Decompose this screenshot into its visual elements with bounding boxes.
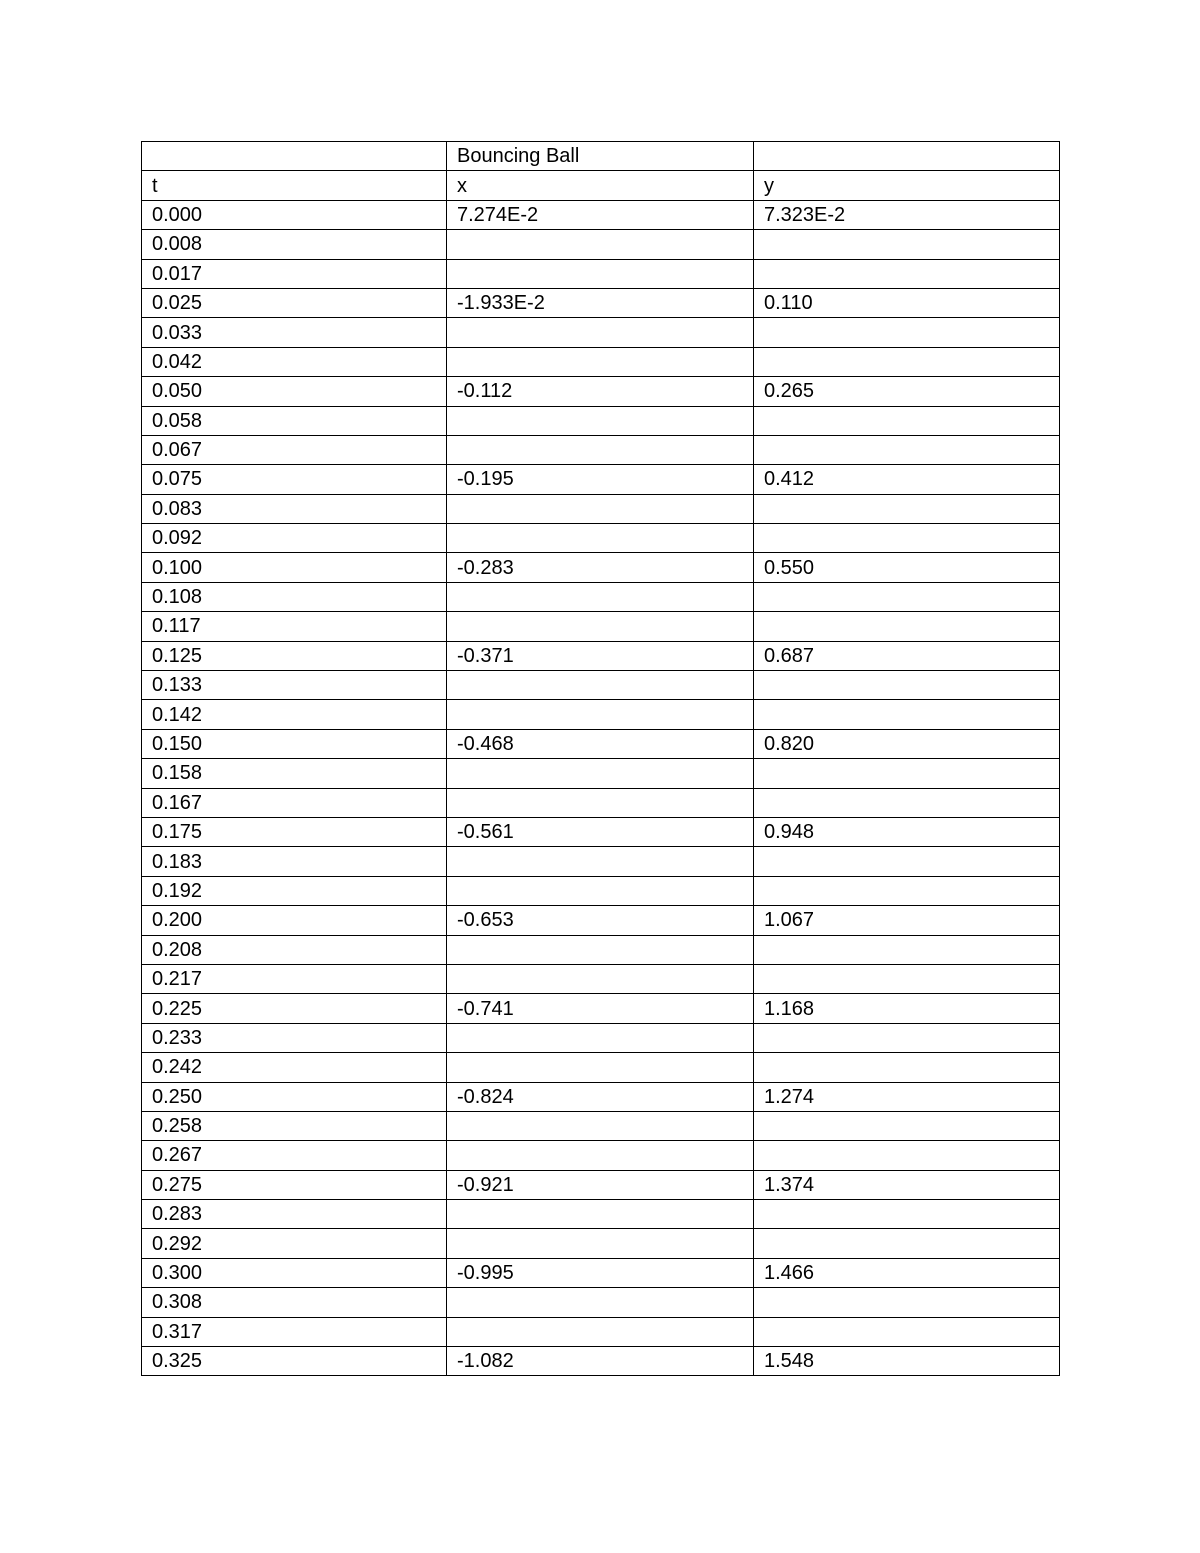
header-row — [142, 171, 1060, 200]
table-row — [142, 1317, 1060, 1346]
cell-t: 0.267 — [142, 1141, 447, 1170]
cell-t: 0.158 — [142, 759, 447, 788]
table-row — [142, 288, 1060, 317]
cell-y — [754, 230, 1060, 259]
table-row — [142, 347, 1060, 376]
cell-x: -0.921 — [447, 1170, 754, 1199]
table-row — [142, 1347, 1060, 1376]
cell-t: 0.017 — [142, 259, 447, 288]
cell-x — [447, 788, 754, 817]
cell-y: 1.466 — [754, 1258, 1060, 1287]
table-row — [142, 700, 1060, 729]
cell-y — [754, 524, 1060, 553]
table-row — [142, 318, 1060, 347]
cell-t: 0.042 — [142, 347, 447, 376]
cell-y — [754, 406, 1060, 435]
table-row — [142, 906, 1060, 935]
table-row — [142, 1023, 1060, 1052]
cell-x: -0.371 — [447, 641, 754, 670]
cell-y — [754, 1317, 1060, 1346]
cell-y: 1.548 — [754, 1347, 1060, 1376]
table-row — [142, 729, 1060, 758]
table-row — [142, 788, 1060, 817]
cell-t: 0.242 — [142, 1053, 447, 1082]
cell-y — [754, 671, 1060, 700]
cell-t: 0.250 — [142, 1082, 447, 1111]
cell-y: 1.374 — [754, 1170, 1060, 1199]
cell-t: 0.283 — [142, 1200, 447, 1229]
cell-t: 0.117 — [142, 612, 447, 641]
cell-x — [447, 964, 754, 993]
cell-y: 1.274 — [754, 1082, 1060, 1111]
cell-t: 0.058 — [142, 406, 447, 435]
cell-t: 0.225 — [142, 994, 447, 1023]
cell-t: 0.150 — [142, 729, 447, 758]
cell-t: 0.050 — [142, 377, 447, 406]
cell-y — [754, 259, 1060, 288]
table-row — [142, 494, 1060, 523]
table-row — [142, 935, 1060, 964]
cell-x — [447, 612, 754, 641]
table-row — [142, 817, 1060, 846]
cell-y — [754, 700, 1060, 729]
cell-t: 0.083 — [142, 494, 447, 523]
table-row — [142, 435, 1060, 464]
cell-y — [754, 1200, 1060, 1229]
cell-y — [754, 759, 1060, 788]
column-header-t: t — [142, 171, 447, 200]
cell-x: -1.933E-2 — [447, 288, 754, 317]
table-row — [142, 406, 1060, 435]
cell-x: -0.741 — [447, 994, 754, 1023]
cell-x — [447, 935, 754, 964]
cell-x: -0.283 — [447, 553, 754, 582]
table-row — [142, 671, 1060, 700]
cell-y — [754, 435, 1060, 464]
cell-t: 0.025 — [142, 288, 447, 317]
cell-t: 0.125 — [142, 641, 447, 670]
cell-x — [447, 1111, 754, 1140]
cell-y: 7.323E-2 — [754, 200, 1060, 229]
table-row — [142, 612, 1060, 641]
cell-y — [754, 1053, 1060, 1082]
cell-y — [754, 612, 1060, 641]
cell-y — [754, 347, 1060, 376]
cell-x — [447, 759, 754, 788]
table-row — [142, 759, 1060, 788]
title-row — [142, 142, 1060, 171]
cell-t: 0.258 — [142, 1111, 447, 1140]
cell-x — [447, 347, 754, 376]
cell-x — [447, 259, 754, 288]
cell-y — [754, 1288, 1060, 1317]
cell-x — [447, 1317, 754, 1346]
cell-t: 0.217 — [142, 964, 447, 993]
column-header-x: x — [447, 171, 754, 200]
cell-y — [754, 788, 1060, 817]
bouncing-ball-table — [141, 141, 1060, 1376]
cell-x — [447, 1200, 754, 1229]
cell-t: 0.200 — [142, 906, 447, 935]
cell-t: 0.075 — [142, 465, 447, 494]
cell-x — [447, 230, 754, 259]
cell-y — [754, 494, 1060, 523]
cell-t: 0.275 — [142, 1170, 447, 1199]
table-row — [142, 582, 1060, 611]
cell-t: 0.175 — [142, 817, 447, 846]
cell-y: 0.820 — [754, 729, 1060, 758]
cell-t: 0.183 — [142, 847, 447, 876]
cell-x — [447, 318, 754, 347]
cell-y — [754, 964, 1060, 993]
table-row — [142, 524, 1060, 553]
cell-y: 0.265 — [754, 377, 1060, 406]
table-body — [142, 142, 1060, 1376]
cell-t: 0.167 — [142, 788, 447, 817]
table-row — [142, 1053, 1060, 1082]
cell-y — [754, 847, 1060, 876]
table-row — [142, 465, 1060, 494]
cell-t: 0.000 — [142, 200, 447, 229]
table-row — [142, 230, 1060, 259]
cell-x — [447, 582, 754, 611]
cell-y — [754, 876, 1060, 905]
cell-t: 0.133 — [142, 671, 447, 700]
cell-t: 0.308 — [142, 1288, 447, 1317]
cell-x: 7.274E-2 — [447, 200, 754, 229]
cell-t: 0.208 — [142, 935, 447, 964]
cell-y — [754, 1111, 1060, 1140]
cell-t: 0.142 — [142, 700, 447, 729]
cell-y — [754, 318, 1060, 347]
cell-t: 0.192 — [142, 876, 447, 905]
cell-t: 0.300 — [142, 1258, 447, 1287]
cell-x — [447, 1229, 754, 1258]
cell-y: 1.168 — [754, 994, 1060, 1023]
cell-x: -0.824 — [447, 1082, 754, 1111]
table-row — [142, 377, 1060, 406]
cell-x — [447, 671, 754, 700]
table-row — [142, 1170, 1060, 1199]
table-row — [142, 641, 1060, 670]
cell-y: 1.067 — [754, 906, 1060, 935]
cell-x — [447, 876, 754, 905]
title-cell-t — [142, 142, 447, 171]
cell-t: 0.233 — [142, 1023, 447, 1052]
table-row — [142, 1141, 1060, 1170]
cell-x — [447, 435, 754, 464]
cell-t: 0.108 — [142, 582, 447, 611]
table-row — [142, 994, 1060, 1023]
cell-y — [754, 1229, 1060, 1258]
table-title: Bouncing Ball — [447, 142, 754, 171]
cell-t: 0.292 — [142, 1229, 447, 1258]
cell-y: 0.687 — [754, 641, 1060, 670]
table-row — [142, 964, 1060, 993]
cell-t: 0.317 — [142, 1317, 447, 1346]
cell-x — [447, 700, 754, 729]
cell-x: -0.195 — [447, 465, 754, 494]
table-row — [142, 847, 1060, 876]
cell-x: -0.112 — [447, 377, 754, 406]
table-row — [142, 1229, 1060, 1258]
cell-y — [754, 935, 1060, 964]
table-row — [142, 1258, 1060, 1287]
table-row — [142, 259, 1060, 288]
cell-x — [447, 494, 754, 523]
cell-x — [447, 1141, 754, 1170]
cell-y — [754, 1141, 1060, 1170]
cell-y — [754, 582, 1060, 611]
cell-t: 0.067 — [142, 435, 447, 464]
cell-x — [447, 1288, 754, 1317]
cell-x — [447, 847, 754, 876]
cell-y: 0.550 — [754, 553, 1060, 582]
cell-y — [754, 1023, 1060, 1052]
cell-x: -0.995 — [447, 1258, 754, 1287]
table-row — [142, 553, 1060, 582]
cell-x: -1.082 — [447, 1347, 754, 1376]
cell-x: -0.653 — [447, 906, 754, 935]
cell-x — [447, 524, 754, 553]
cell-t: 0.008 — [142, 230, 447, 259]
cell-t: 0.092 — [142, 524, 447, 553]
table-row — [142, 1111, 1060, 1140]
cell-y: 0.110 — [754, 288, 1060, 317]
table-row — [142, 200, 1060, 229]
cell-y: 0.948 — [754, 817, 1060, 846]
column-header-y: y — [754, 171, 1060, 200]
cell-x — [447, 1053, 754, 1082]
title-cell-y — [754, 142, 1060, 171]
cell-t: 0.033 — [142, 318, 447, 347]
table-row — [142, 1200, 1060, 1229]
cell-x: -0.561 — [447, 817, 754, 846]
cell-x — [447, 406, 754, 435]
table-row — [142, 1082, 1060, 1111]
cell-t: 0.100 — [142, 553, 447, 582]
table-row — [142, 876, 1060, 905]
cell-x — [447, 1023, 754, 1052]
cell-x: -0.468 — [447, 729, 754, 758]
table-row — [142, 1288, 1060, 1317]
cell-y: 0.412 — [754, 465, 1060, 494]
cell-t: 0.325 — [142, 1347, 447, 1376]
